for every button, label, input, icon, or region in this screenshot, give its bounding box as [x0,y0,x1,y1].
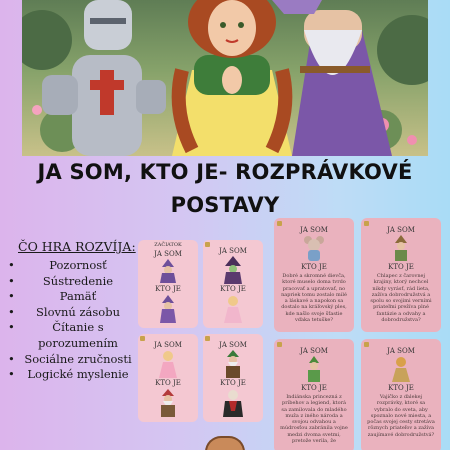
card-riddle-text: Dobré a skromné dievča, ktoré muselo doma tvrdo pracovať a upratovať, no napriek tomu zostalo milé a láskavé a napokon sa dostalo na kráľovský ples, kde našlo svoje šťastie vďaka tetuške? [281,273,347,324]
card-label-kto-je: KTO JE [220,379,246,387]
list-item: • Slovnú zásobu [8,305,140,321]
princess-icon [391,356,411,382]
wizard-icon [158,259,178,283]
card-riddle-text: Vajíčko z ďalekej rozprávky, ktoré sa vybralo do sveta, aby spoznalo nové miesta, a počas svojej cesty stretáva rôznych priateľov a zažíva zaujímavé dobrodružstvá? [367,394,435,438]
card-label-ja-som: JA SOM [219,247,247,255]
game-card [203,334,263,422]
card-top-label: ZAČIATOK [154,242,182,248]
game-card-with-text [274,218,354,332]
card-label-kto-je: KTO JE [388,384,414,392]
mouse-icon [303,235,325,261]
card-label-kto-je: KTO JE [388,263,414,271]
hero-illustration [22,0,428,156]
game-card [203,240,263,328]
card-label-ja-som: JA SOM [300,226,328,234]
elf-icon [304,356,324,382]
list-item: • Sústredenie [8,274,140,290]
skills-list [8,258,140,383]
card-riddle-text: Indiánska princezná z príbehov a legiend, ktorá sa zamilovala do mladého muža z iného národa a svojou odvahou a múdrosťou zabránila vojne medzi dvoma svetmi, pretože verila, že [280,394,348,445]
page-title-line1: JA SOM, KTO JE- ROZPRÁVKOVÉ [37,160,413,184]
game-card-with-text [274,339,354,450]
list-item: • Pamäť [8,289,140,305]
card-label-ja-som: JA SOM [154,250,182,258]
princess-figure [172,0,292,156]
game-card [138,334,198,422]
list-item: • Sociálne zručnosti [8,352,140,368]
gnome-icon [391,235,411,261]
card-label-kto-je: KTO JE [301,263,327,271]
page-title-line2: POSTAVY [170,193,280,217]
card-label-ja-som: JA SOM [154,341,182,349]
list-item: • Čítanie s porozumením [8,320,140,351]
card-label-ja-som: JA SOM [219,341,247,349]
decorative-character-head [205,436,245,450]
card-label-kto-je: KTO JE [155,379,181,387]
list-item: • Logické myslenie [8,367,140,383]
dwarf-icon [157,389,179,417]
card-label-ja-som: JA SOM [387,347,415,355]
game-card [138,240,198,328]
vampire-icon [223,389,243,417]
card-label-kto-je: KTO JE [155,285,181,293]
witch-icon [222,256,244,284]
princess-icon [223,295,243,323]
card-label-ja-som: JA SOM [387,226,415,234]
card-label-ja-som: JA SOM [300,347,328,355]
dwarf-icon [222,350,244,378]
princess-icon [158,350,178,378]
game-card-with-text [361,218,441,332]
card-label-kto-je: KTO JE [220,285,246,293]
skills-heading: ČO HRA ROZVÍJA: [18,239,136,254]
card-label-kto-je: KTO JE [301,384,327,392]
wizard-icon [158,295,178,323]
list-item: • Pozornosť [8,258,140,274]
card-riddle-text: Chlapec z čarovnej krajiny, ktorý nechcel nikdy vyrásť, rád lieta, zažíva dobrodružstvá a spolu so svojimi verními priateľmi prežíva plné fantázie a odvahy a dobrodružstva? [370,273,432,324]
game-card-with-text [361,339,441,450]
fairy-tale-characters-illustration [22,0,428,156]
